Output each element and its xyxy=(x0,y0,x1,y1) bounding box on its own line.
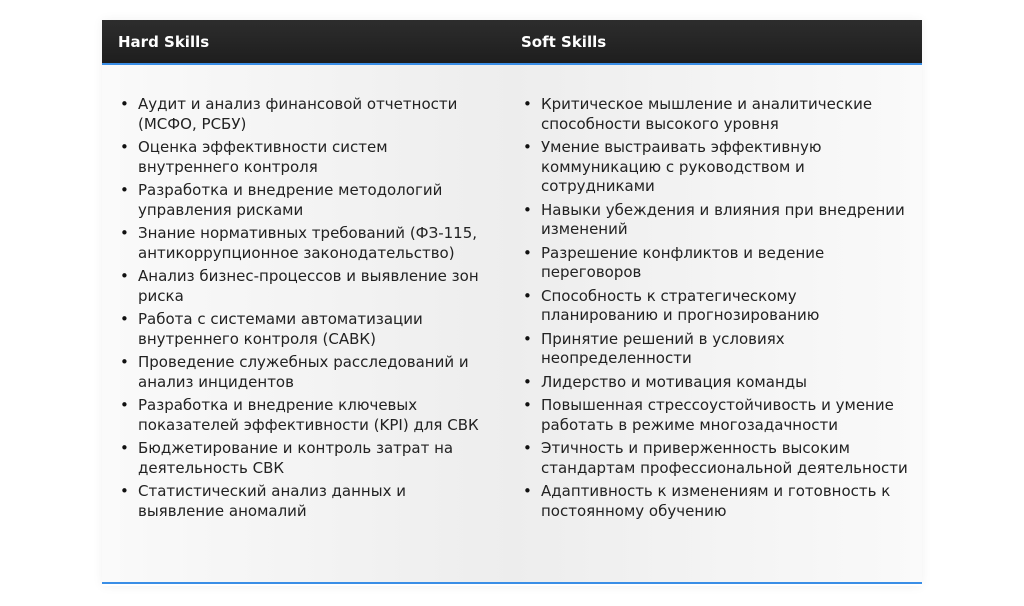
soft-skill-item-text: Навыки убеждения и влияния при внедрении изменений xyxy=(541,200,905,238)
bullet-icon: • xyxy=(523,95,532,113)
soft-skill-item xyxy=(521,287,908,326)
hard-skills-heading: Hard Skills xyxy=(118,32,210,51)
soft-skill-item xyxy=(521,330,908,369)
bullet-icon: • xyxy=(120,353,129,371)
soft-skill-item xyxy=(521,373,908,393)
bullet-icon: • xyxy=(120,396,129,414)
bullet-icon: • xyxy=(120,95,129,113)
hard-skills-column xyxy=(102,65,506,582)
hard-skill-item-text: Статистический анализ данных и выявление аномалий xyxy=(138,482,406,520)
bullet-icon: • xyxy=(523,439,532,457)
soft-skills-column xyxy=(506,65,922,582)
hard-skill-item-text: Анализ бизнес-процессов и выявление зон риска xyxy=(138,267,479,305)
soft-skill-item-text: Повышенная стрессоустойчивость и умение работать в режиме многозадачности xyxy=(541,396,894,434)
soft-skills-heading: Soft Skills xyxy=(521,32,607,51)
hard-skill-item xyxy=(118,224,488,263)
hard-skills-list xyxy=(118,95,488,521)
bullet-icon: • xyxy=(120,482,129,500)
hard-skill-item xyxy=(118,267,488,306)
hard-skill-item-text: Знание нормативных требований (ФЗ-115, антикоррупционное законодательство) xyxy=(138,224,478,262)
soft-skill-item xyxy=(521,95,908,134)
table-body xyxy=(102,65,922,584)
hard-skill-item-text: Работа с системами автоматизации внутреннего контроля (САВК) xyxy=(138,310,423,348)
hard-skill-item-text: Проведение служебных расследований и анализ инцидентов xyxy=(138,353,469,391)
soft-skill-item-text: Адаптивность к изменениям и готовность к постоянному обучению xyxy=(541,482,891,520)
bullet-icon: • xyxy=(120,310,129,328)
soft-skill-item-text: Критическое мышление и аналитические способности высокого уровня xyxy=(541,95,873,133)
soft-skill-item xyxy=(521,244,908,283)
soft-skill-item-text: Способность к стратегическому планированию и прогнозированию xyxy=(541,286,820,324)
bullet-icon: • xyxy=(523,138,532,156)
table-header xyxy=(102,20,922,65)
bullet-icon: • xyxy=(523,329,532,348)
hard-skill-item xyxy=(118,353,488,392)
bullet-icon: • xyxy=(523,243,532,262)
hard-skill-item xyxy=(118,310,488,349)
soft-skill-item-text: Принятие решений в условиях неопределенности xyxy=(541,329,785,367)
soft-skill-item-text: Лидерство и мотивация команды xyxy=(541,372,807,391)
hard-skill-item-text: Бюджетирование и контроль затрат на деятельность СВК xyxy=(138,439,454,477)
soft-skill-item xyxy=(521,201,908,240)
bullet-icon: • xyxy=(523,482,532,500)
soft-skill-item-text: Разрешение конфликтов и ведение переговоров xyxy=(541,243,825,281)
soft-skill-item xyxy=(521,396,908,435)
hard-skill-item xyxy=(118,95,488,134)
soft-skill-item xyxy=(521,439,908,478)
soft-skill-item-text: Этичность и приверженность высоким стандартам профессиональной деятельности xyxy=(541,439,908,477)
bullet-icon: • xyxy=(120,267,129,285)
bullet-icon: • xyxy=(523,396,532,414)
bullet-icon: • xyxy=(120,181,129,199)
hard-skill-item xyxy=(118,482,488,521)
hard-skill-item xyxy=(118,439,488,478)
hard-skill-item xyxy=(118,396,488,435)
bullet-icon: • xyxy=(523,372,532,391)
soft-skills-list xyxy=(521,95,908,521)
soft-skill-item xyxy=(521,482,908,521)
hard-skill-item-text: Оценка эффективности систем внутреннего контроля xyxy=(138,138,388,176)
bullet-icon: • xyxy=(120,224,129,242)
soft-skill-item-text: Умение выстраивать эффективную коммуникацию с руководством и сотрудниками xyxy=(541,138,822,195)
skills-table xyxy=(102,20,922,586)
hard-skill-item-text: Разработка и внедрение ключевых показателей эффективности (KPI) для СВК xyxy=(138,396,479,434)
bullet-icon: • xyxy=(120,439,129,457)
soft-skill-item xyxy=(521,138,908,197)
hard-skill-item xyxy=(118,138,488,177)
bullet-icon: • xyxy=(523,200,532,219)
hard-skill-item-text: Аудит и анализ финансовой отчетности (МСФО, РСБУ) xyxy=(138,95,458,133)
hard-skill-item xyxy=(118,181,488,220)
bullet-icon: • xyxy=(523,286,532,305)
bullet-icon: • xyxy=(120,138,129,156)
hard-skill-item-text: Разработка и внедрение методологий управления рисками xyxy=(138,181,443,219)
